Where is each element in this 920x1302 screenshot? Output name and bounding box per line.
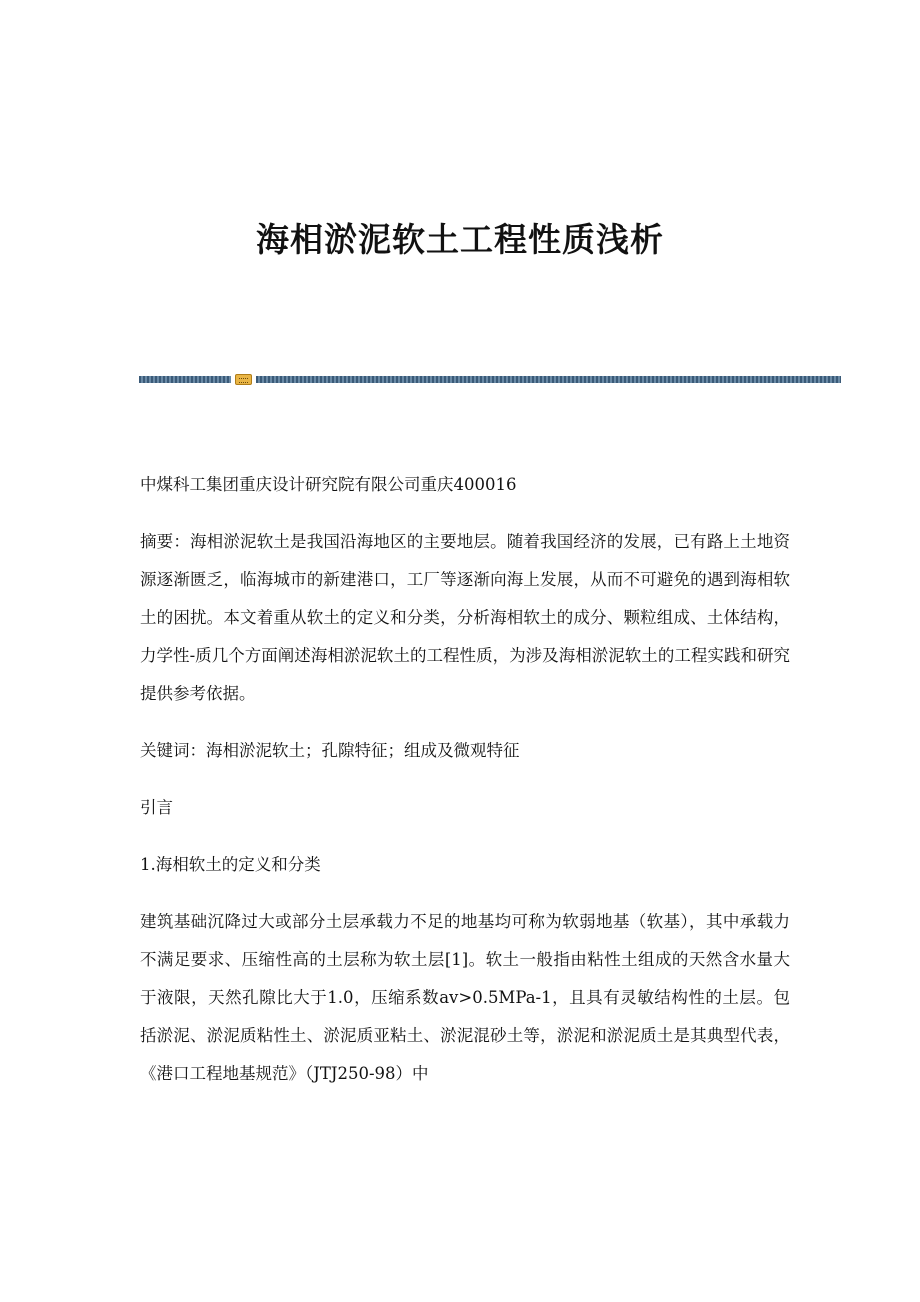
document-title: 海相淤泥软土工程性质浅析 — [256, 220, 664, 259]
divider-bar-left — [139, 376, 231, 383]
section-heading-intro: 引言 — [140, 798, 173, 817]
section-heading-1: 1.海相软土的定义和分类 — [140, 855, 321, 874]
divider-bar-right — [256, 376, 841, 383]
keywords-line: 关键词：海相淤泥软土；孔隙特征；组成及微观特征 — [140, 741, 520, 760]
divider-ornament-icon — [235, 374, 252, 385]
affiliation-line: 中煤科工集团重庆设计研究院有限公司重庆400016 — [140, 475, 517, 494]
abstract-paragraph: 摘要：海相淤泥软土是我国沿海地区的主要地层。随着我国经济的发展，已有路上土地资源逐渐匮乏，临海城市的新建港口，工厂等逐渐向海上发展，从而不可避免的遇到海相软土的困扰。本文着重从软土的定义和分类，分析海相软土的成分、颗粒组成、土体结构，力学性-质几个方面阐述海相淤泥软土的工程性质，为涉及海相淤泥软土的工程实践和研究提供参考依据。 — [140, 532, 790, 703]
body-paragraph: 建筑基础沉降过大或部分土层承载力不足的地基均可称为软弱地基（软基），其中承载力不满足要求、压缩性高的土层称为软土层[1]。软土一般指由粘性土组成的天然含水量大于液限，天然孔隙比大于1.0，压缩系数av>0.5MPa-1，且具有灵敏结构性的土层。包括淤泥、淤泥质粘性土、淤泥质亚粘土、淤泥混砂土等，淤泥和淤泥质土是其典型代表，《港口工程地基规范》（JTJ250-98）中 — [140, 912, 790, 1083]
document-body — [140, 466, 790, 1112]
title-divider — [139, 374, 841, 385]
